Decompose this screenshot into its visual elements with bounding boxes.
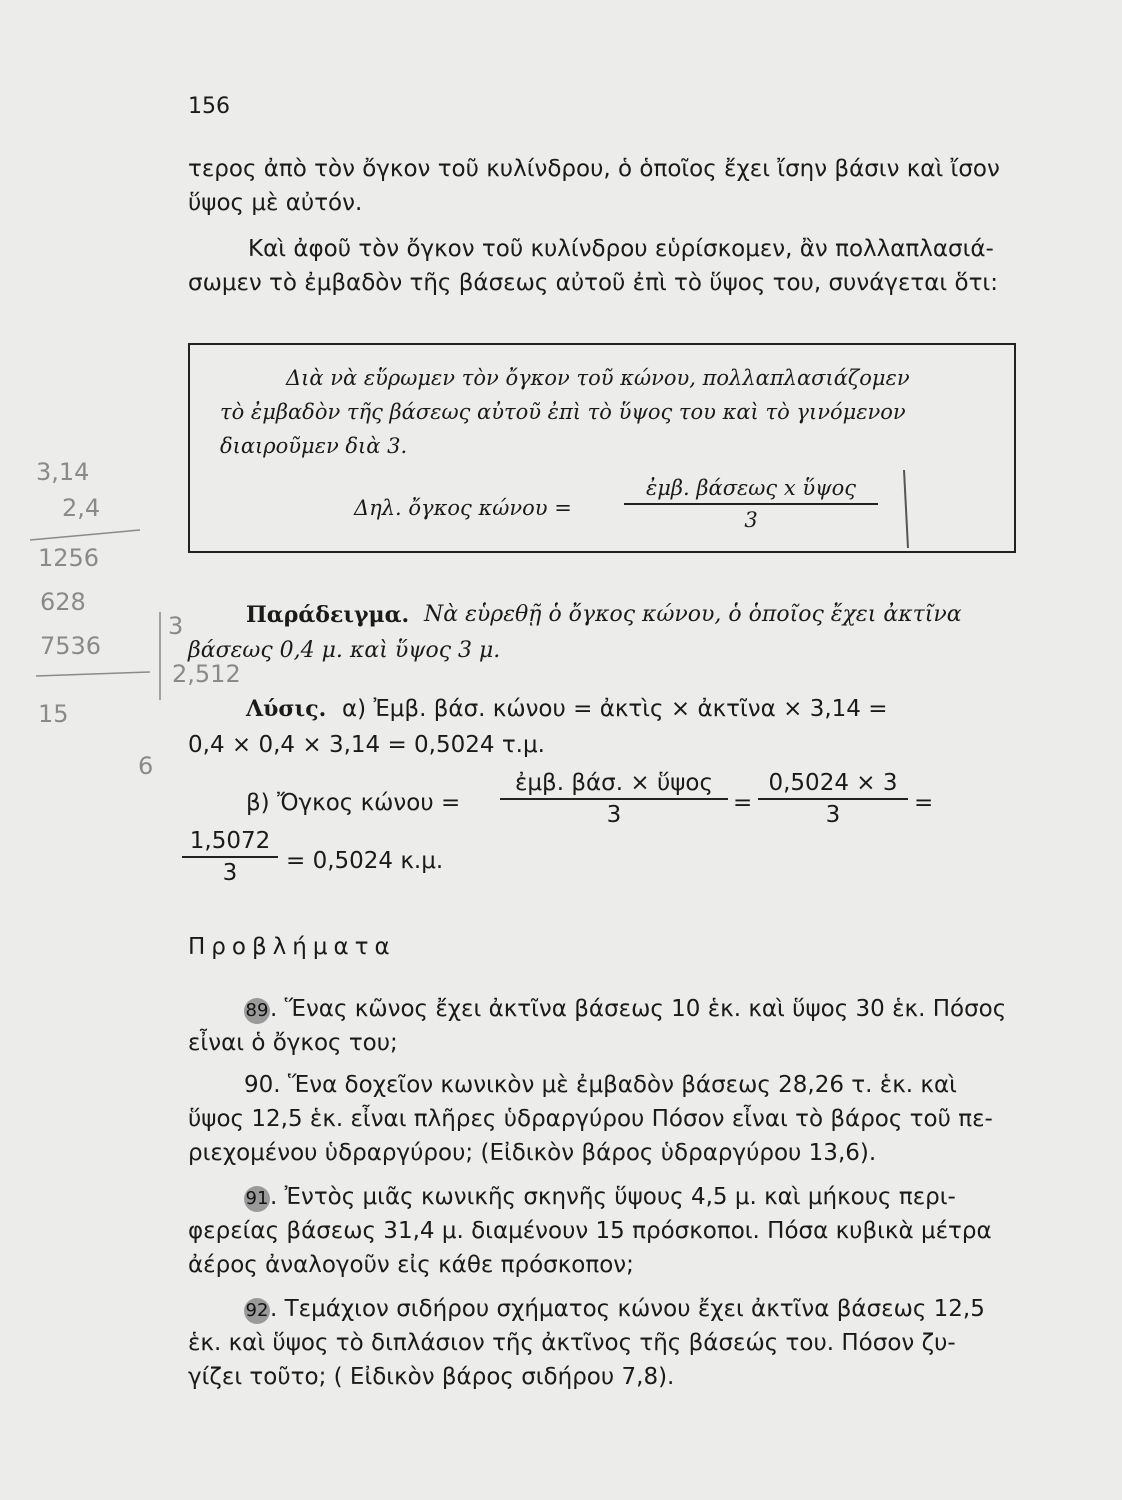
problem-89-line-1: . Ἕνας κῶνος ἔχει ἀκτῖνα βάσεως 10 ἑκ. καὶ ὕψος 30 ἑκ. Πόσος bbox=[270, 996, 1007, 1022]
solution-fraction-1-num: ἐμβ. βάσ. × ὕψος bbox=[500, 768, 728, 800]
margin-note-6: 15 bbox=[38, 700, 69, 728]
problem-91-line-3: ἀέρος ἀναλογοῦν εἰς κάθε πρόσκοπον; bbox=[188, 1252, 634, 1278]
problem-number-92: 92 bbox=[244, 1298, 270, 1324]
margin-note-2: 2,4 bbox=[62, 494, 101, 522]
pencil-line-2 bbox=[36, 672, 150, 676]
example-heading: Παράδειγμα. bbox=[246, 602, 410, 628]
solution-b-label: β) Ὄγκος κώνου = bbox=[246, 790, 461, 816]
margin-note-3: 1256 bbox=[38, 544, 100, 572]
solution-fraction-2-den: 3 bbox=[825, 802, 841, 828]
formula-numerator: ἐμβ. βάσεως x ὕψος bbox=[624, 473, 878, 505]
margin-note-8: 3 bbox=[168, 612, 184, 640]
margin-note-4: 628 bbox=[40, 588, 86, 616]
problem-89-line-2: εἶναι ὁ ὄγκος του; bbox=[188, 1030, 398, 1056]
problem-90-line-2: ὕψος 12,5 ἑκ. εἶναι πλῆρες ὑδραργύρου Πόσον εἶναι τὸ βάρος τοῦ πε- bbox=[188, 1106, 993, 1132]
rule-line-1: Διὰ νὰ εὕρωμεν τὸν ὄγκον τοῦ κώνου, πολλαπλασιάζομεν bbox=[286, 366, 910, 390]
formula-label: Δηλ. ὄγκος κώνου = bbox=[354, 496, 572, 520]
problem-92-line-1: . Τεμάχιον σιδήρου σχήματος κώνου ἔχει ἀκτῖνα βάσεως 12,5 bbox=[270, 1296, 985, 1322]
margin-note-7: 2,512 bbox=[172, 660, 241, 688]
solution-fraction-2-num: 0,5024 × 3 bbox=[758, 768, 908, 800]
problem-90-line-1: Ἕνα δοχεῖον κωνικὸν μὲ ἐμβαδὸν βάσεως 28,26 τ. ἑκ. καὶ bbox=[287, 1072, 957, 1098]
problem-90-line-3: ριεχομένου ὑδραργύρου; (Εἰδικὸν βάρος ὑδραργύρου 13,6). bbox=[188, 1140, 877, 1166]
solution-heading: Λύσις. bbox=[246, 696, 327, 722]
margin-note-9: 6 bbox=[138, 752, 154, 780]
problems-heading: Προβλήματα bbox=[188, 934, 396, 960]
problem-91-line-2: φερείας βάσεως 31,4 μ. διαμένουν 15 πρόσκοποι. Πόσα κυβικὰ μέτρα bbox=[188, 1218, 992, 1244]
equals-sign-1: = bbox=[733, 790, 753, 816]
solution-a-line-1: α) Ἐμβ. βάσ. κώνου = ἀκτὶς × ἀκτῖνα × 3,14 = bbox=[342, 696, 888, 722]
problem-92-line-2: ἑκ. καὶ ὕψος τὸ διπλάσιον τῆς ἀκτῖνος τῆς βάσεώς του. Πόσον ζυ- bbox=[188, 1330, 956, 1356]
problem-number-89: 89 bbox=[244, 998, 270, 1024]
solution-fraction-1-den: 3 bbox=[606, 802, 622, 828]
problem-number-90: 90. bbox=[244, 1072, 281, 1098]
problem-92-line-3: γίζει τοῦτο; ( Εἰδικὸν βάρος σιδήρου 7,8). bbox=[188, 1364, 675, 1390]
example-line-1: Νὰ εὑρεθῇ ὁ ὄγκος κώνου, ὁ ὁποῖος ἔχει ἀκτῖνα bbox=[424, 602, 962, 627]
margin-note-1: 3,14 bbox=[36, 458, 90, 486]
intro-line-2: ὕψος μὲ αὐτόν. bbox=[188, 190, 363, 216]
example-line-2: βάσεως 0,4 μ. καὶ ὕψος 3 μ. bbox=[188, 638, 501, 663]
rule-line-2: τὸ ἐμβαδὸν τῆς βάσεως αὐτοῦ ἐπὶ τὸ ὕψος του καὶ τὸ γινόμενον bbox=[220, 400, 906, 424]
intro-line-1: τερος ἀπὸ τὸν ὄγκον τοῦ κυλίνδρου, ὁ ὁποῖος ἔχει ἴσην βάσιν καὶ ἴσον bbox=[188, 156, 1000, 182]
margin-note-5: 7536 bbox=[40, 632, 102, 660]
page-number: 156 bbox=[188, 94, 230, 119]
solution-fraction-3-den: 3 bbox=[222, 860, 238, 886]
intro-line-4: σωμεν τὸ ἐμβαδὸν τῆς βάσεως αὐτοῦ ἐπὶ τὸ ὕψος του, συνάγεται ὅτι: bbox=[188, 270, 998, 296]
intro-line-3: Καὶ ἀφοῦ τὸν ὄγκον τοῦ κυλίνδρου εὑρίσκομεν, ἂν πολλαπλασιά- bbox=[248, 236, 994, 262]
rule-line-3: διαιροῦμεν διὰ 3. bbox=[220, 434, 408, 458]
pencil-line-4 bbox=[904, 470, 908, 548]
solution-a-line-2: 0,4 × 0,4 × 3,14 = 0,5024 τ.μ. bbox=[188, 732, 545, 758]
solution-fraction-3-num: 1,5072 bbox=[182, 826, 278, 858]
equals-sign-2: = bbox=[914, 790, 934, 816]
problem-91-line-1: . Ἐντὸς μιᾶς κωνικῆς σκηνῆς ὕψους 4,5 μ. καὶ μήκους περι- bbox=[270, 1184, 956, 1210]
solution-b-result: = 0,5024 κ.μ. bbox=[286, 848, 444, 874]
pencil-line-1 bbox=[30, 530, 140, 540]
formula-denominator: 3 bbox=[744, 508, 758, 532]
problem-number-91: 91 bbox=[244, 1186, 270, 1212]
